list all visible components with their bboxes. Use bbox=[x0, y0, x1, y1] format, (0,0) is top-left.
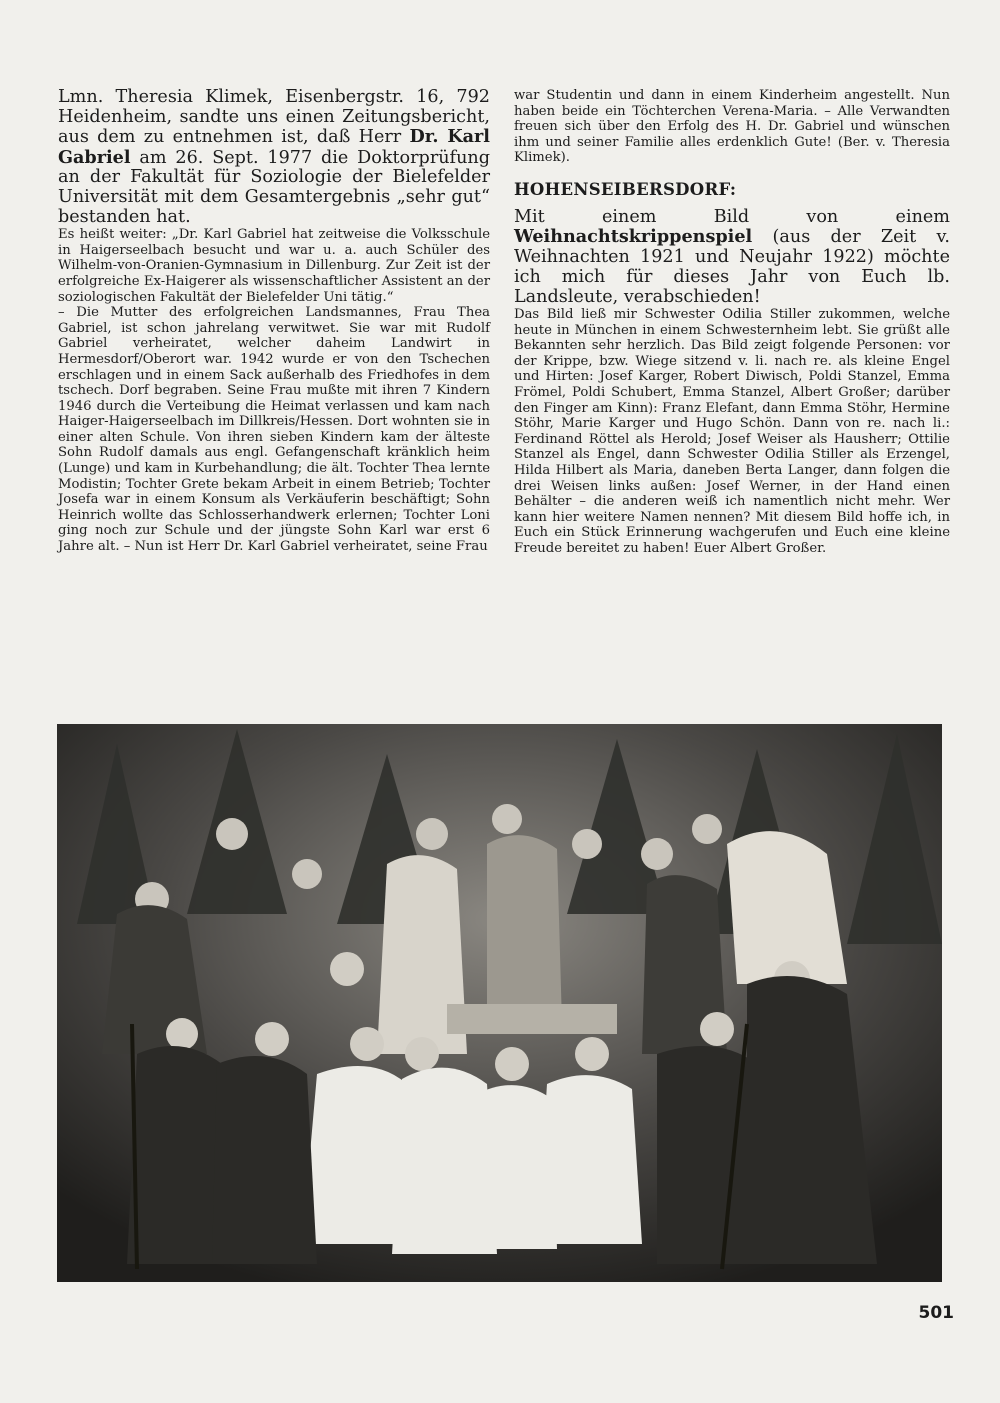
section-heading: HOHENSEIBERSDORF: bbox=[514, 179, 737, 199]
quote-paragraph: Es heißt weiter: „Dr. Karl Gabriel hat zeitweise die Volksschule in Haigerseelbach besucht und war u. a. auch Schüler des Wilhelm-von-Oranien-Gymnasium in Dillenburg. Zur Zeit ist der erfolgreiche Ex-Haigerer als wissenschaftlicher Assistent an der soziologischen Fakultät der Bielefelder Uni tätig.“ bbox=[58, 227, 490, 305]
lead-paragraph: Lmn. Theresia Klimek, Eisenbergstr. 16, 792 Heidenheim, sandte uns einen Zeitungsbericht, aus dem zu entnehmen ist, daß Herr Dr. Karl Gabriel am 26. Sept. 1977 die Doktorprüfung an der Fakultät für Soziologie der Bielefelder Universität mit dem Gesamtergebnis „sehr gut“ bestanden hat. bbox=[58, 87, 490, 227]
section-lead: Mit einem Bild von einem Weihnachtskrippenspiel (aus der Zeit v. Weihnachten 1921 und Neujahr 1922) möchte ich mich für dieses Jahr von Euch lb. Landsleute, verabschieden! bbox=[514, 206, 950, 307]
photo-illustration bbox=[57, 724, 942, 1282]
page-number: 501 bbox=[918, 1303, 954, 1323]
left-column bbox=[58, 88, 490, 555]
name-bold: Dr. Karl Gabriel bbox=[58, 126, 490, 168]
section-body: Das Bild ließ mir Schwester Odilia Stiller zukommen, welche heute in München in einem Schwesternheim lebt. Sie grüßt alle Bekannten sehr herzlich. Das Bild zeigt folgende Personen: vor der Krippe, bzw. Wiege sitzend v. li. nach re. als kleine Engel und Hirten: Josef Karger, Robert Diwisch, Poldi Stanzel, Emma Frömel, Poldi Schubert, Emma Stanzel, Albert Großer; darüber den Finger am Kinn): Franz Elefant, dann Emma Stöhr, Hermine Stöhr, Marie Karger und Hugo Schön. Dann von re. nach li.: Ferdinand Röttel als Herold; Josef Weiser als Hausherr; Ottilie Stanzel als Engel, dann Schwester Odilia Stiller als Erzengel, Hilda Hilbert als Maria, daneben Berta Langer, dann folgen die drei Weisen links außen: Josef Werner, in der Hand einen Behälter – die anderen weiß ich namentlich nicht mehr. Wer kann hier weitere Namen nennen? Mit diesem Bild hoffe ich, in Euch ein Stück Erinnerung wachgerufen und Euch eine kleine Freude bereitet zu haben! Euer Albert Großer. bbox=[514, 306, 950, 556]
nativity-play-photo bbox=[57, 724, 942, 1282]
right-column bbox=[514, 88, 950, 556]
story-paragraph: – Die Mutter des erfolgreichen Landsmannes, Frau Thea Gabriel, ist schon jahrelang verwitwet. Sie war mit Rudolf Gabriel verheiratet, welcher daheim Landwirt in Hermesdorf/Oberort war. 1942 wurde er von den Tschechen erschlagen und in einem Sack außerhalb des Friedhofes in dem tschech. Dorf begraben. Seine Frau mußte mit ihren 7 Kindern 1946 durch die Verteibung die Heimat verlassen und kam nach Haiger-Haigerseelbach im Dillkreis/Hessen. Dort wohnten sie in einer alten Schule. Von ihren sieben Kindern kam der älteste Sohn Rudolf damals aus engl. Gefangenschaft kränklich heim (Lunge) und kam in Kurbehandlung; die ält. Tochter Thea lernte Modistin; Tochter Grete bekam Arbeit in einem Betrieb; Tochter Josefa war in einem Konsum als Verkäuferin beschäftigt; Sohn Heinrich wollte das Schlosserhandwerk erlernen; Tochter Loni ging noch zur Schule und der jüngste Sohn Karl war erst 6 Jahre alt. – Nun ist Herr Dr. Karl Gabriel verheiratet, seine Frau bbox=[58, 305, 490, 555]
continuation-paragraph: war Studentin und dann in einem Kinderheim angestellt. Nun haben beide ein Töchterchen Verena-Maria. – Alle Verwandten freuen sich über den Erfolg des H. Dr. Gabriel und wünschen ihm und seiner Familie alles erdenklich Gute! (Ber. v. Theresia Klimek). bbox=[514, 88, 950, 166]
